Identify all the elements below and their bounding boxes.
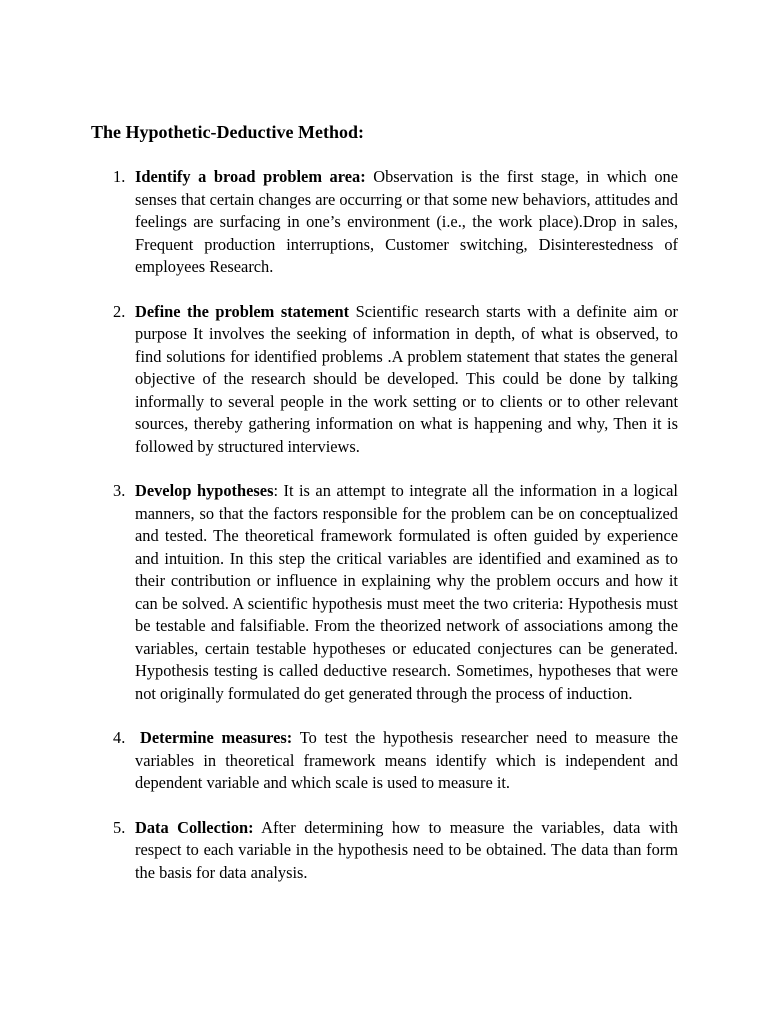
list-item-body — [135, 166, 678, 279]
list-item-text: Observation is the first stage, in which one senses that certain changes are occurring or that some new behaviors, attitudes and feelings are surfacing in one’s environment (i.e., the work place).Drop in sales, Frequent production interruptions, Customer switching, Disinterestedness of employees Research. — [135, 167, 678, 276]
list-item-body — [135, 817, 678, 885]
list-item-lead: Develop hypotheses — [135, 481, 274, 500]
list-item-lead: Identify a broad problem area: — [135, 167, 366, 186]
list-item — [0, 727, 768, 795]
list-item-text: To test the hypothesis researcher need to measure the variables in theoretical framework means identify which is independent and dependent variable and which scale is used to measure it. — [135, 728, 678, 792]
list-item — [0, 480, 768, 705]
method-steps-list — [0, 166, 768, 906]
list-item-number: 4. — [113, 728, 126, 747]
list-item-text: Scientific research starts with a definite aim or purpose It involves the seeking of information in depth, of what is observed, to find solutions for identified problems .A problem statement that states the general objective of the research should be developed. This could be done by talking informally to several people in the work setting or to clients or to other relevant sources, thereby gathering information on what is happening and why, Then it is followed by structured interviews. — [135, 301, 678, 456]
list-item — [0, 817, 768, 885]
list-item-body — [135, 480, 678, 705]
list-item-number: 1. — [113, 167, 126, 186]
list-item-number: 5. — [113, 817, 126, 837]
list-item-text: : It is an attempt to integrate all the information in a logical manners, so that the factors responsible for the problem can be on conceptualized and tested. The theoretical framework formulated is often guided by experience and intuition. In this step the critical variables are identified and examined as to their contribution or influence in explaining why the problem occurs and how it can be solved. A scientific hypothesis must meet the two criteria: Hypothesis must be testable and falsifiable. From the theorized network of associations among the variables, certain testable hypotheses or educated conjectures can be generated. Hypothesis testing is called deductive research. Sometimes, hypotheses that were not originally formulated do get generated through the process of induction. — [135, 481, 678, 703]
list-item-lead: Determine measures: — [140, 728, 293, 747]
list-item-number: 2. — [113, 301, 126, 321]
list-item — [0, 301, 768, 459]
list-item-body — [135, 301, 678, 459]
list-item-lead: Define the problem statement — [135, 301, 350, 321]
list-item-number: 3. — [113, 481, 126, 500]
list-item — [0, 166, 768, 279]
list-item-text: After determining how to measure the variables, data with respect to each variable in the hypothesis need to be obtained. The data than form the basis for data analysis. — [135, 817, 678, 882]
list-item-body — [135, 727, 678, 795]
list-item-lead: Data Collection: — [135, 817, 254, 837]
page-title: The Hypothetic-Deductive Method: — [91, 122, 364, 142]
